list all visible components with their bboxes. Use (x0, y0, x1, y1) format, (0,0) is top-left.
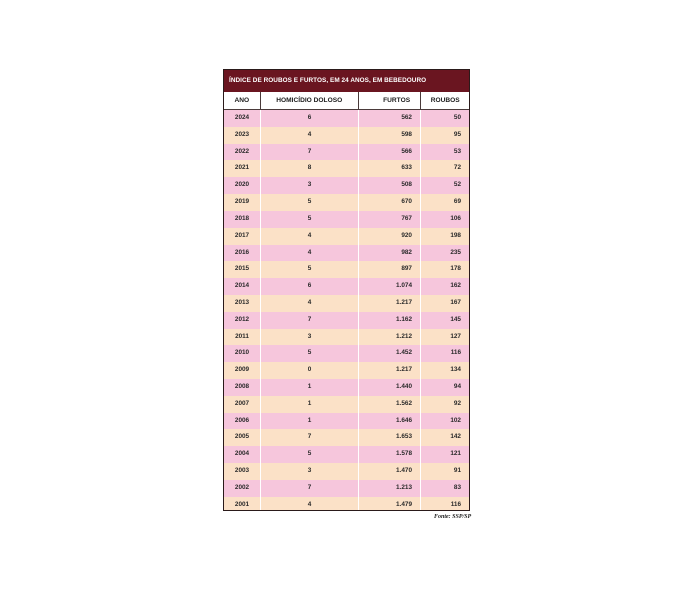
cell-roubos: 178 (420, 261, 469, 278)
table-row (224, 362, 469, 379)
cell-furtos: 1.212 (358, 329, 420, 346)
table-row (224, 463, 469, 480)
cell-roubos: 92 (420, 396, 469, 413)
table-row (224, 480, 469, 497)
cell-ano: 2017 (234, 231, 250, 239)
cell-roubos: 145 (420, 312, 469, 329)
cell-roubos: 198 (420, 228, 469, 245)
cell-ano: 2007 (234, 399, 250, 407)
cell-furtos: 508 (358, 177, 420, 194)
cell-furtos: 1.479 (358, 497, 420, 511)
cell-homicidio: 6 (260, 110, 358, 127)
cell-roubos: 167 (420, 295, 469, 312)
cell-roubos: 235 (420, 245, 469, 262)
cell-furtos: 982 (358, 245, 420, 262)
cell-roubos: 142 (420, 429, 469, 446)
cell-homicidio: 5 (260, 261, 358, 278)
cell-homicidio: 4 (260, 295, 358, 312)
cell-furtos: 1.217 (358, 362, 420, 379)
cell-ano: 2006 (234, 416, 250, 424)
cell-ano: 2020 (234, 181, 250, 189)
cell-roubos: 102 (420, 413, 469, 430)
table-row (224, 110, 469, 127)
cell-furtos: 1.213 (358, 480, 420, 497)
cell-roubos: 69 (420, 194, 469, 211)
table-row (224, 446, 469, 463)
cell-furtos: 566 (358, 144, 420, 161)
cell-ano: 2003 (234, 467, 250, 475)
table-body (224, 110, 469, 511)
cell-roubos: 52 (420, 177, 469, 194)
table-row (224, 144, 469, 161)
cell-furtos: 670 (358, 194, 420, 211)
cell-homicidio: 7 (260, 144, 358, 161)
cell-roubos: 91 (420, 463, 469, 480)
cell-homicidio: 5 (260, 194, 358, 211)
cell-furtos: 1.074 (358, 278, 420, 295)
cell-homicidio: 4 (260, 127, 358, 144)
cell-roubos: 83 (420, 480, 469, 497)
table-row (224, 278, 469, 295)
cell-homicidio: 0 (260, 362, 358, 379)
table-row (224, 261, 469, 278)
cell-ano: 2021 (234, 164, 250, 172)
cell-homicidio: 4 (260, 245, 358, 262)
table-row (224, 127, 469, 144)
cell-ano: 2001 (234, 500, 250, 508)
cell-ano: 2016 (234, 248, 250, 256)
table-row (224, 194, 469, 211)
cell-furtos: 920 (358, 228, 420, 245)
cell-roubos: 116 (420, 345, 469, 362)
cell-roubos: 72 (420, 160, 469, 177)
statistics-table (223, 69, 470, 511)
table-row (224, 345, 469, 362)
cell-homicidio: 5 (260, 345, 358, 362)
cell-homicidio: 1 (260, 396, 358, 413)
table-row (224, 396, 469, 413)
cell-ano: 2011 (235, 332, 249, 340)
cell-ano: 2008 (234, 383, 250, 390)
cell-homicidio: 7 (260, 429, 358, 446)
cell-furtos: 1.452 (358, 345, 420, 362)
cell-homicidio: 6 (260, 278, 358, 295)
cell-homicidio: 7 (260, 480, 358, 497)
cell-furtos: 1.440 (358, 379, 420, 396)
cell-furtos: 598 (358, 127, 420, 144)
cell-ano: 2002 (234, 483, 250, 491)
table-row (224, 177, 469, 194)
cell-homicidio: 3 (260, 329, 358, 346)
cell-ano: 2023 (234, 130, 250, 138)
cell-furtos: 1.653 (358, 429, 420, 446)
cell-ano: 2004 (234, 450, 250, 458)
cell-furtos: 1.646 (358, 413, 420, 430)
cell-homicidio: 3 (260, 177, 358, 194)
cell-ano: 2005 (234, 433, 250, 441)
cell-furtos: 1.578 (358, 446, 420, 463)
cell-ano: 2010 (234, 349, 250, 357)
column-header-ano: ANO (234, 97, 250, 104)
table-row (224, 329, 469, 346)
table-row (224, 413, 469, 430)
cell-homicidio: 4 (260, 497, 358, 511)
cell-ano: 2019 (234, 198, 250, 206)
cell-homicidio: 7 (260, 312, 358, 329)
cell-homicidio: 1 (260, 379, 358, 396)
cell-roubos: 127 (420, 329, 469, 346)
table-row (224, 429, 469, 446)
cell-roubos: 134 (420, 362, 469, 379)
table-row (224, 497, 469, 511)
cell-ano: 2012 (234, 315, 250, 323)
cell-homicidio: 4 (260, 228, 358, 245)
cell-roubos: 106 (420, 211, 469, 228)
cell-roubos: 50 (420, 110, 469, 127)
table-row (224, 295, 469, 312)
cell-ano: 2014 (234, 282, 250, 290)
cell-furtos: 633 (358, 160, 420, 177)
column-header-roubos: ROUBOS (420, 92, 469, 109)
cell-homicidio: 1 (260, 413, 358, 430)
table-header (224, 92, 469, 110)
column-header-homicidio: HOMICÍDIO DOLOSO (260, 92, 359, 109)
cell-furtos: 1.217 (358, 295, 420, 312)
table-title: ÍNDICE DE ROUBOS E FURTOS, EM 24 ANOS, EM BEBEDOURO (224, 70, 469, 92)
cell-homicidio: 8 (260, 160, 358, 177)
cell-roubos: 94 (420, 379, 469, 396)
table-row (224, 228, 469, 245)
cell-ano: 2013 (234, 298, 250, 306)
cell-ano: 2018 (234, 214, 250, 222)
table-row (224, 211, 469, 228)
cell-ano: 2015 (234, 265, 250, 273)
table-row (224, 245, 469, 262)
cell-furtos: 767 (358, 211, 420, 228)
table-row (224, 379, 469, 396)
cell-furtos: 1.562 (358, 396, 420, 413)
cell-roubos: 162 (420, 278, 469, 295)
cell-homicidio: 3 (260, 463, 358, 480)
cell-furtos: 562 (358, 110, 420, 127)
cell-furtos: 897 (358, 261, 420, 278)
cell-homicidio: 5 (260, 446, 358, 463)
cell-ano: 2024 (234, 114, 250, 121)
cell-furtos: 1.162 (358, 312, 420, 329)
cell-ano: 2022 (234, 147, 250, 155)
cell-roubos: 116 (420, 497, 469, 511)
column-header-furtos: FURTOS (383, 97, 411, 104)
cell-roubos: 53 (420, 144, 469, 161)
source-note: Fonte: SSP/SP (434, 514, 472, 520)
cell-roubos: 95 (420, 127, 469, 144)
table-row (224, 312, 469, 329)
cell-ano: 2009 (234, 366, 250, 374)
cell-furtos: 1.470 (358, 463, 420, 480)
table-row (224, 160, 469, 177)
cell-homicidio: 5 (260, 211, 358, 228)
cell-roubos: 121 (420, 446, 469, 463)
